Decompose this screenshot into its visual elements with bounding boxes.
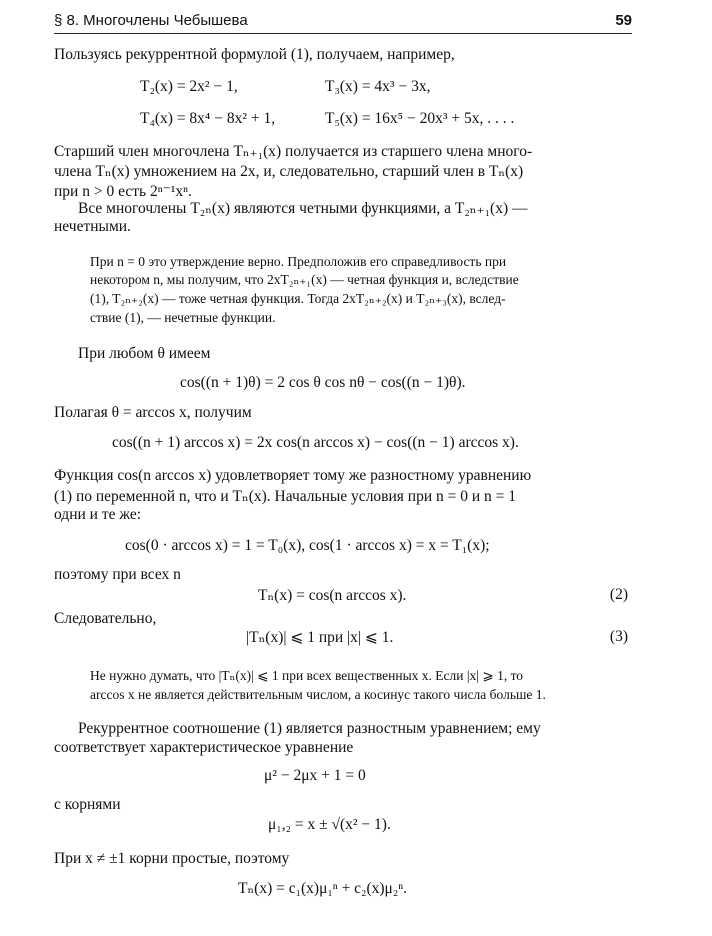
text-line: при n > 0 есть 2ⁿ⁻¹xⁿ. <box>54 183 192 200</box>
text-line: Старший член многочлена Tₙ₊₁(x) получается из старшего члена много- <box>54 143 533 160</box>
text-line: Следовательно, <box>54 610 157 627</box>
equation: Tₙ(x) = cos(n arccos x). <box>258 587 407 604</box>
equation: |Tₙ(x)| ⩽ 1 при |x| ⩽ 1. <box>246 629 394 646</box>
text-line: поэтому при всех n <box>54 566 181 583</box>
small-text-line: ствие (1), — нечетные функции. <box>90 310 276 325</box>
equation: cos((n + 1)θ) = 2 cos θ cos nθ − cos((n − 1)θ). <box>180 374 466 391</box>
equation: T₄(x) = 8x⁴ − 8x² + 1, <box>140 110 276 127</box>
small-text-line: (1), T₂ₙ₊₂(x) — тоже четная функция. Тогда 2xT₂ₙ₊₂(x) и T₂ₙ₊₃(x), вслед- <box>90 291 506 306</box>
equation-number: (3) <box>609 628 628 645</box>
equation: μ₁,₂ = x ± √(x² − 1). <box>268 816 391 833</box>
equation: T₃(x) = 4x³ − 3x, <box>325 78 431 95</box>
equation-number: (2) <box>609 586 628 603</box>
text-line: соответствует характеристическое уравнение <box>54 739 354 756</box>
text-line: Рекуррентное соотношение (1) является разностным уравнением; ему <box>78 720 541 737</box>
text-line: с корнями <box>54 796 121 813</box>
small-text-line: Не нужно думать, что |Tₙ(x)| ⩽ 1 при всех вещественных x. Если |x| ⩾ 1, то <box>90 668 524 683</box>
equation: cos((n + 1) arccos x) = 2x cos(n arccos x) − cos((n − 1) arccos x). <box>112 434 519 451</box>
text-line: Пользуясь рекуррентной формулой (1), получаем, например, <box>54 46 455 63</box>
small-text-line: некотором n, мы получим, что 2xT₂ₙ₊₁(x) — четная функция и, вследствие <box>90 272 519 287</box>
text-line: Все многочлены T₂ₙ(x) являются четными функциями, а T₂ₙ₊₁(x) — <box>78 200 528 217</box>
text-line: нечетными. <box>54 218 131 235</box>
small-text-line: При n = 0 это утверждение верно. Предположив его справедливость при <box>90 254 507 269</box>
equation: Tₙ(x) = c₁(x)μ₁ⁿ + c₂(x)μ₂ⁿ. <box>238 880 408 897</box>
text-line: При любом θ имеем <box>78 345 211 362</box>
text-line: При x ≠ ±1 корни простые, поэтому <box>54 850 290 867</box>
text-line: одни и те же: <box>54 506 142 523</box>
small-text-line: arccos x не является действительным числом, а косинус такого числа больше 1. <box>90 687 546 702</box>
page-number: 59 <box>615 12 632 29</box>
equation: cos(0 · arccos x) = 1 = T₀(x), cos(1 · arccos x) = x = T₁(x); <box>125 537 490 554</box>
section-header: § 8. Многочлены Чебышева <box>54 12 248 29</box>
text-line: (1) по переменной n, что и Tₙ(x). Начальные условия при n = 0 и n = 1 <box>54 488 517 505</box>
text-line: Полагая θ = arccos x, получим <box>54 404 252 421</box>
text-line: Функция cos(n arccos x) удовлетворяет тому же разностному уравнению <box>54 467 532 484</box>
equation: μ² − 2μx + 1 = 0 <box>264 767 366 784</box>
equation: T₂(x) = 2x² − 1, <box>140 78 238 95</box>
equation: T₅(x) = 16x⁵ − 20x³ + 5x, . . . . <box>325 110 515 127</box>
text-line: члена Tₙ(x) умножением на 2x, и, следовательно, старший член в Tₙ(x) <box>54 163 524 180</box>
header-rule <box>54 33 632 34</box>
